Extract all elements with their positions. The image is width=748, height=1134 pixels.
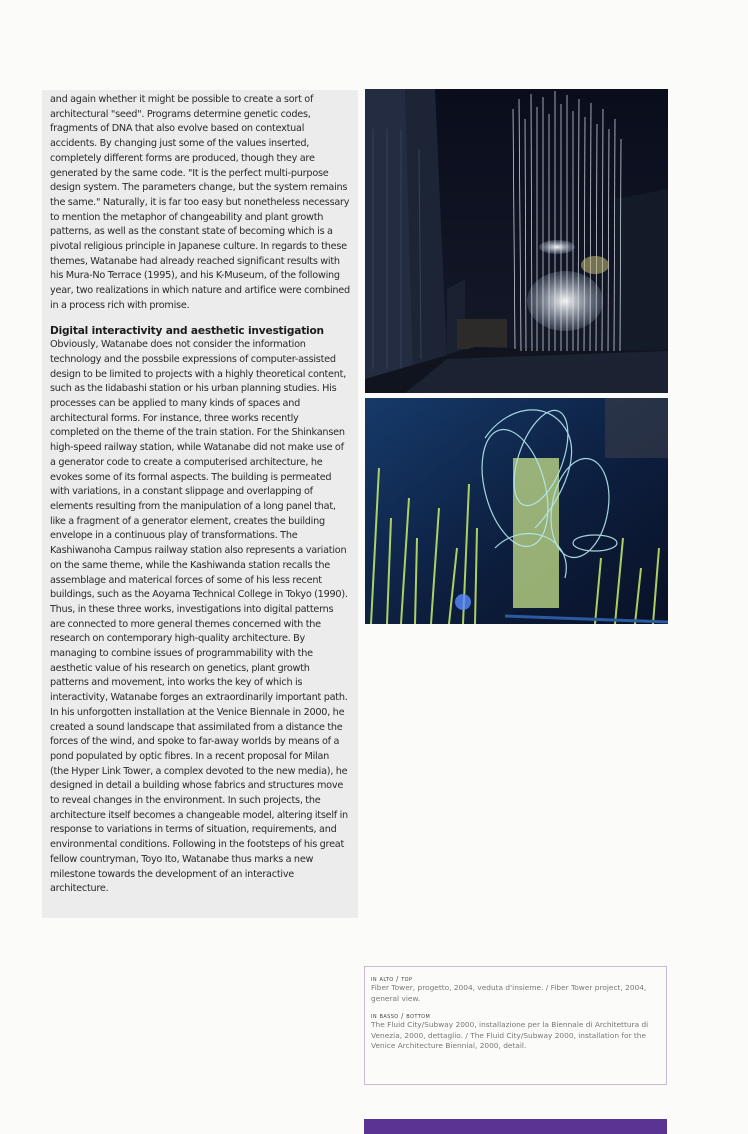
caption-top-label: in alto / top: [371, 975, 413, 983]
caption-bottom-label: in basso / bottom: [371, 1012, 431, 1021]
section-heading: Digital interactivity and aesthetic investigation: [50, 324, 324, 337]
fiber-tower-image: [365, 89, 668, 393]
fluid-city-image: [365, 398, 668, 624]
accent-bar: [364, 1119, 667, 1134]
fiber-tower-photo: [365, 89, 668, 393]
caption-bottom-text: The Fluid City/Subway 2000, installazione per la Biennale di Architettura di Venezia, 2000, dettaglio. / The Fluid City/Subway 2000, installation for the Venice Architecture Biennial, 2000, detail.: [371, 1020, 649, 1051]
photo-captions: [364, 966, 667, 1085]
article-paragraph-2: Obviously, Watanabe does not consider the information technology and the possbile expressions of computer-assisted design to be limited to projects with a highly theoretical content, such as the Iidabashi station or his urban planning studies. His processes can be applied to many kinds of spaces and architectural forms. For instance, three works recently completed on the theme of the train station. For the Shinkansen high-speed railway station, while Watanabe did not make use of a generator code to create a computerised architecture, he evokes some of its formal aspects. The building is permeated with variations, in a constant slippage and overlapping of elements resulting from the manipulation of a long panel that, like a fragment of a generator element, creates the building envelope in a continuous play of transformations. The Kashiwanoha Campus railway station also represents a variation on the same theme, while the Kashiwanda station recalls the assemblage and materical forces of some of his less recent buildings, such as the Aoyama Technical College in Tokyo (1990). Thus, in these three works, investigations into digital patterns are connected to more general themes concerned with the research on contemporary high-quality architecture. By managing to combine issues of programmability with the aesthetic value of his research on genetics, plant growth patterns and movement, into works the key of which is interactivity, Watanabe forges an extraordinarily important path. In his unforgotten installation at the Venice Biennale in 2000, he created a sound landscape that assimilated from a distance the forces of the wind, and spoke to far-away worlds by means of a pond populated by optic fibres. In a recent proposal for Milan (the Hyper Link Tower, a complex devoted to the new media), he designed in detail a building whose fabrics and structures move to reveal changes in the environment. In such projects, the architecture itself becomes a changeable model, altering itself in response to variations in terms of situation, requirements, and environmental conditions. Following in the footsteps of his great fellow countryman, Toyo Ito, Watanabe thus marks a new milestone towards the development of an interactive architecture.: [50, 339, 348, 895]
article-text-column: [42, 90, 358, 918]
caption-top-text: Fiber Tower, progetto, 2004, veduta d'insieme. / Fiber Tower project, 2004, general view.: [371, 983, 647, 1003]
fluid-city-photo: [365, 398, 668, 624]
article-paragraph-1: and again whether it might be possible to create a sort of architectural "seed". Programs determine genetic codes, fragments of DNA that also evolve based on contextual accidents. By changing just some of the values inserted, completely different forms are produced, though they are generated by the same code. "It is the perfect multi-purpose design system. The parameters change, but the system remains the same." Naturally, it is far too easy but nonetheless necessary to mention the metaphor of changeability and plant growth patterns, as well as the constant state of becoming which is a pivotal religious principle in Japanese culture. In regards to these themes, Watanabe had already reached significant results with his Mura-No Terrace (1995), and his K-Museum, of the following year, two realizations in which nature and artifice were combined in a process rich with promise.: [50, 94, 350, 311]
